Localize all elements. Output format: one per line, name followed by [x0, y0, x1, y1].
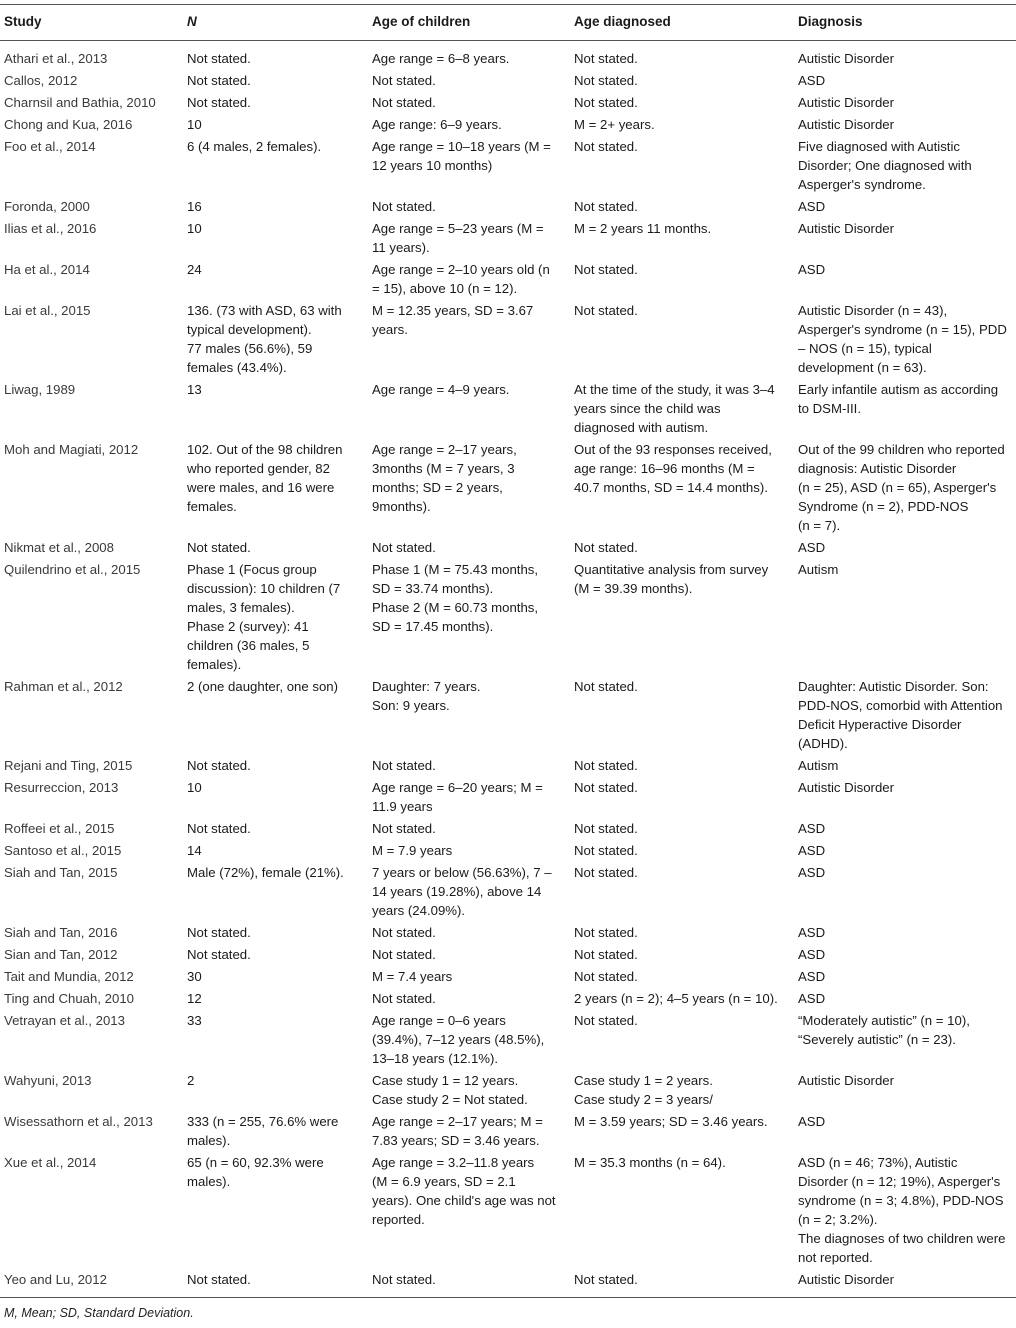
- table-row: [0, 943, 1016, 965]
- cell-diagnosis: Daughter: Autistic Disorder. Son: PDD-NOS, comorbid with Attention Deficit Hyperactive Disorder (ADHD).: [794, 675, 1016, 754]
- cell-n: 2 (one daughter, one son): [183, 675, 368, 754]
- cell-n: 333 (n = 255, 76.6% were males).: [183, 1110, 368, 1151]
- cell-age-of-children: Not stated.: [368, 943, 570, 965]
- cell-age-of-children: Not stated.: [368, 1268, 570, 1298]
- cell-age-of-children: Not stated.: [368, 754, 570, 776]
- cell-study: Callos, 2012: [0, 69, 183, 91]
- cell-diagnosis: ASD: [794, 943, 1016, 965]
- cell-age-diagnosed: Not stated.: [570, 299, 794, 378]
- cell-age-diagnosed: Not stated.: [570, 675, 794, 754]
- cell-age-of-children: Age range = 2–10 years old (n = 15), above 10 (n = 12).: [368, 258, 570, 299]
- cell-n: 12: [183, 987, 368, 1009]
- cell-diagnosis: Autistic Disorder (n = 43), Asperger's syndrome (n = 15), PDD – NOS (n = 15), typical development (n = 63).: [794, 299, 1016, 378]
- table-row: [0, 1069, 1016, 1110]
- table-row: [0, 754, 1016, 776]
- cell-age-diagnosed: M = 2+ years.: [570, 113, 794, 135]
- cell-diagnosis: Early infantile autism as according to DSM-III.: [794, 378, 1016, 438]
- cell-diagnosis: Autistic Disorder: [794, 1268, 1016, 1298]
- cell-age-diagnosed: 2 years (n = 2); 4–5 years (n = 10).: [570, 987, 794, 1009]
- cell-study: Xue et al., 2014: [0, 1151, 183, 1268]
- table-row: [0, 558, 1016, 675]
- cell-age-diagnosed: Not stated.: [570, 776, 794, 817]
- cell-n: 2: [183, 1069, 368, 1110]
- cell-study: Rahman et al., 2012: [0, 675, 183, 754]
- cell-age-diagnosed: M = 35.3 months (n = 64).: [570, 1151, 794, 1268]
- cell-age-diagnosed: Not stated.: [570, 817, 794, 839]
- cell-study: Quilendrino et al., 2015: [0, 558, 183, 675]
- table-row: [0, 69, 1016, 91]
- cell-age-of-children: Age range = 2–17 years; M = 7.83 years; SD = 3.46 years.: [368, 1110, 570, 1151]
- cell-age-of-children: Daughter: 7 years. Son: 9 years.: [368, 675, 570, 754]
- cell-diagnosis: Autistic Disorder: [794, 217, 1016, 258]
- cell-study: Liwag, 1989: [0, 378, 183, 438]
- cell-diagnosis: Five diagnosed with Autistic Disorder; One diagnosed with Asperger's syndrome.: [794, 135, 1016, 195]
- table-row: [0, 113, 1016, 135]
- cell-n: Not stated.: [183, 817, 368, 839]
- table-row: [0, 776, 1016, 817]
- table-body: [0, 41, 1016, 1298]
- column-header-diagnosis: Diagnosis: [794, 5, 1016, 41]
- cell-diagnosis: Autism: [794, 754, 1016, 776]
- cell-n: 33: [183, 1009, 368, 1069]
- table-row: [0, 299, 1016, 378]
- cell-n: Male (72%), female (21%).: [183, 861, 368, 921]
- column-header-age-diagnosed: Age diagnosed: [570, 5, 794, 41]
- table-row: [0, 438, 1016, 536]
- table-row: [0, 965, 1016, 987]
- table-row: [0, 1110, 1016, 1151]
- table-row: [0, 861, 1016, 921]
- cell-diagnosis: “Moderately autistic” (n = 10), “Severely autistic” (n = 23).: [794, 1009, 1016, 1069]
- table-row: [0, 217, 1016, 258]
- cell-study: Athari et al., 2013: [0, 41, 183, 70]
- cell-age-of-children: Not stated.: [368, 536, 570, 558]
- cell-age-of-children: Not stated.: [368, 987, 570, 1009]
- cell-n: Not stated.: [183, 754, 368, 776]
- cell-age-diagnosed: Quantitative analysis from survey (M = 39.39 months).: [570, 558, 794, 675]
- cell-study: Charnsil and Bathia, 2010: [0, 91, 183, 113]
- cell-age-of-children: Age range: 6–9 years.: [368, 113, 570, 135]
- cell-age-diagnosed: M = 2 years 11 months.: [570, 217, 794, 258]
- cell-diagnosis: ASD: [794, 536, 1016, 558]
- cell-age-of-children: Age range = 10–18 years (M = 12 years 10 months): [368, 135, 570, 195]
- cell-diagnosis: ASD: [794, 258, 1016, 299]
- cell-age-diagnosed: Not stated.: [570, 1268, 794, 1298]
- cell-age-diagnosed: Not stated.: [570, 965, 794, 987]
- cell-age-of-children: Not stated.: [368, 817, 570, 839]
- cell-diagnosis: ASD: [794, 861, 1016, 921]
- cell-study: Roffeei et al., 2015: [0, 817, 183, 839]
- cell-n: 10: [183, 776, 368, 817]
- cell-study: Ilias et al., 2016: [0, 217, 183, 258]
- cell-study: Lai et al., 2015: [0, 299, 183, 378]
- cell-n: 13: [183, 378, 368, 438]
- cell-n: Not stated.: [183, 536, 368, 558]
- cell-study: Tait and Mundia, 2012: [0, 965, 183, 987]
- cell-age-of-children: Age range = 4–9 years.: [368, 378, 570, 438]
- cell-diagnosis: Out of the 99 children who reported diagnosis: Autistic Disorder (n = 25), ASD (n = 65), Asperger's Syndrome (n = 2), PDD-NOS (n = 7).: [794, 438, 1016, 536]
- header-row: [0, 5, 1016, 41]
- cell-age-of-children: Age range = 2–17 years, 3months (M = 7 years, 3 months; SD = 2 years, 9months).: [368, 438, 570, 536]
- cell-age-diagnosed: Out of the 93 responses received, age range: 16–96 months (M = 40.7 months, SD = 14.4 months).: [570, 438, 794, 536]
- cell-age-diagnosed: Not stated.: [570, 536, 794, 558]
- cell-diagnosis: ASD (n = 46; 73%), Autistic Disorder (n = 12; 19%), Asperger's syndrome (n = 3; 4.8%), PDD-NOS (n = 2; 3.2%). The diagnoses of two children were not reported.: [794, 1151, 1016, 1268]
- cell-n: Not stated.: [183, 91, 368, 113]
- cell-diagnosis: Autistic Disorder: [794, 113, 1016, 135]
- studies-table: [0, 4, 1016, 1298]
- cell-study: Rejani and Ting, 2015: [0, 754, 183, 776]
- cell-diagnosis: Autistic Disorder: [794, 776, 1016, 817]
- cell-age-diagnosed: Not stated.: [570, 839, 794, 861]
- cell-diagnosis: ASD: [794, 195, 1016, 217]
- cell-n: 6 (4 males, 2 females).: [183, 135, 368, 195]
- table-row: [0, 41, 1016, 70]
- table-row: [0, 1268, 1016, 1298]
- cell-age-of-children: M = 7.9 years: [368, 839, 570, 861]
- cell-diagnosis: ASD: [794, 987, 1016, 1009]
- cell-age-of-children: Not stated.: [368, 69, 570, 91]
- table-row: [0, 839, 1016, 861]
- table-container: [0, 4, 1016, 1328]
- cell-study: Foronda, 2000: [0, 195, 183, 217]
- cell-age-of-children: Age range = 0–6 years (39.4%), 7–12 years (48.5%), 13–18 years (12.1%).: [368, 1009, 570, 1069]
- table-row: [0, 675, 1016, 754]
- table-row: [0, 987, 1016, 1009]
- cell-n: 10: [183, 217, 368, 258]
- table-row: [0, 1009, 1016, 1069]
- cell-n: 16: [183, 195, 368, 217]
- cell-age-of-children: Case study 1 = 12 years. Case study 2 = Not stated.: [368, 1069, 570, 1110]
- cell-age-of-children: Age range = 6–20 years; M = 11.9 years: [368, 776, 570, 817]
- cell-n: 10: [183, 113, 368, 135]
- cell-age-of-children: Phase 1 (M = 75.43 months, SD = 33.74 months). Phase 2 (M = 60.73 months, SD = 17.45 months).: [368, 558, 570, 675]
- cell-study: Vetrayan et al., 2013: [0, 1009, 183, 1069]
- cell-n: Not stated.: [183, 921, 368, 943]
- cell-n: Not stated.: [183, 69, 368, 91]
- cell-diagnosis: ASD: [794, 817, 1016, 839]
- column-header-age-of-children: Age of children: [368, 5, 570, 41]
- table-row: [0, 921, 1016, 943]
- cell-diagnosis: Autism: [794, 558, 1016, 675]
- table-footnote: M, Mean; SD, Standard Deviation.: [4, 1306, 194, 1320]
- cell-n: 24: [183, 258, 368, 299]
- cell-age-diagnosed: Not stated.: [570, 41, 794, 70]
- cell-age-of-children: 7 years or below (56.63%), 7 – 14 years (19.28%), above 14 years (24.09%).: [368, 861, 570, 921]
- cell-study: Siah and Tan, 2015: [0, 861, 183, 921]
- column-header-n: N: [183, 5, 368, 41]
- cell-diagnosis: Autistic Disorder: [794, 1069, 1016, 1110]
- cell-age-of-children: Not stated.: [368, 921, 570, 943]
- cell-age-diagnosed: Not stated.: [570, 91, 794, 113]
- cell-age-of-children: Not stated.: [368, 91, 570, 113]
- cell-age-diagnosed: Not stated.: [570, 754, 794, 776]
- cell-age-of-children: Not stated.: [368, 195, 570, 217]
- table-row: [0, 135, 1016, 195]
- cell-age-diagnosed: Not stated.: [570, 258, 794, 299]
- cell-age-diagnosed: Case study 1 = 2 years. Case study 2 = 3 years/: [570, 1069, 794, 1110]
- cell-age-diagnosed: Not stated.: [570, 135, 794, 195]
- cell-n: 14: [183, 839, 368, 861]
- cell-n: Not stated.: [183, 1268, 368, 1298]
- cell-study: Ha et al., 2014: [0, 258, 183, 299]
- cell-study: Wisessathorn et al., 2013: [0, 1110, 183, 1151]
- cell-n: 102. Out of the 98 children who reported gender, 82 were males, and 16 were females.: [183, 438, 368, 536]
- cell-age-diagnosed: Not stated.: [570, 69, 794, 91]
- cell-n: 30: [183, 965, 368, 987]
- cell-age-of-children: Age range = 5–23 years (M = 11 years).: [368, 217, 570, 258]
- cell-study: Siah and Tan, 2016: [0, 921, 183, 943]
- cell-diagnosis: ASD: [794, 839, 1016, 861]
- table-row: [0, 195, 1016, 217]
- cell-age-diagnosed: Not stated.: [570, 861, 794, 921]
- cell-age-diagnosed: Not stated.: [570, 195, 794, 217]
- table-row: [0, 817, 1016, 839]
- cell-study: Resurreccion, 2013: [0, 776, 183, 817]
- cell-diagnosis: ASD: [794, 965, 1016, 987]
- cell-age-diagnosed: At the time of the study, it was 3–4 years since the child was diagnosed with autism.: [570, 378, 794, 438]
- cell-study: Sian and Tan, 2012: [0, 943, 183, 965]
- table-row: [0, 378, 1016, 438]
- cell-diagnosis: ASD: [794, 1110, 1016, 1151]
- cell-age-of-children: M = 12.35 years, SD = 3.67 years.: [368, 299, 570, 378]
- cell-n: 65 (n = 60, 92.3% were males).: [183, 1151, 368, 1268]
- cell-age-diagnosed: Not stated.: [570, 943, 794, 965]
- cell-study: Ting and Chuah, 2010: [0, 987, 183, 1009]
- cell-study: Nikmat et al., 2008: [0, 536, 183, 558]
- cell-n: Phase 1 (Focus group discussion): 10 children (7 males, 3 females). Phase 2 (survey): 41 children (36 males, 5 females).: [183, 558, 368, 675]
- cell-age-diagnosed: Not stated.: [570, 1009, 794, 1069]
- cell-diagnosis: Autistic Disorder: [794, 41, 1016, 70]
- cell-study: Moh and Magiati, 2012: [0, 438, 183, 536]
- cell-study: Chong and Kua, 2016: [0, 113, 183, 135]
- cell-diagnosis: Autistic Disorder: [794, 91, 1016, 113]
- cell-n: Not stated.: [183, 41, 368, 70]
- cell-diagnosis: ASD: [794, 69, 1016, 91]
- cell-study: Wahyuni, 2013: [0, 1069, 183, 1110]
- table-row: [0, 1151, 1016, 1268]
- cell-age-diagnosed: Not stated.: [570, 921, 794, 943]
- table-row: [0, 91, 1016, 113]
- cell-age-diagnosed: M = 3.59 years; SD = 3.46 years.: [570, 1110, 794, 1151]
- cell-study: Yeo and Lu, 2012: [0, 1268, 183, 1298]
- cell-n: Not stated.: [183, 943, 368, 965]
- column-header-study: Study: [0, 5, 183, 41]
- table-row: [0, 258, 1016, 299]
- cell-n: 136. (73 with ASD, 63 with typical development). 77 males (56.6%), 59 females (43.4%).: [183, 299, 368, 378]
- cell-age-of-children: Age range = 3.2–11.8 years (M = 6.9 years, SD = 2.1 years). One child's age was not reported.: [368, 1151, 570, 1268]
- cell-age-of-children: M = 7.4 years: [368, 965, 570, 987]
- cell-age-of-children: Age range = 6–8 years.: [368, 41, 570, 70]
- cell-diagnosis: ASD: [794, 921, 1016, 943]
- table-row: [0, 536, 1016, 558]
- cell-study: Foo et al., 2014: [0, 135, 183, 195]
- cell-study: Santoso et al., 2015: [0, 839, 183, 861]
